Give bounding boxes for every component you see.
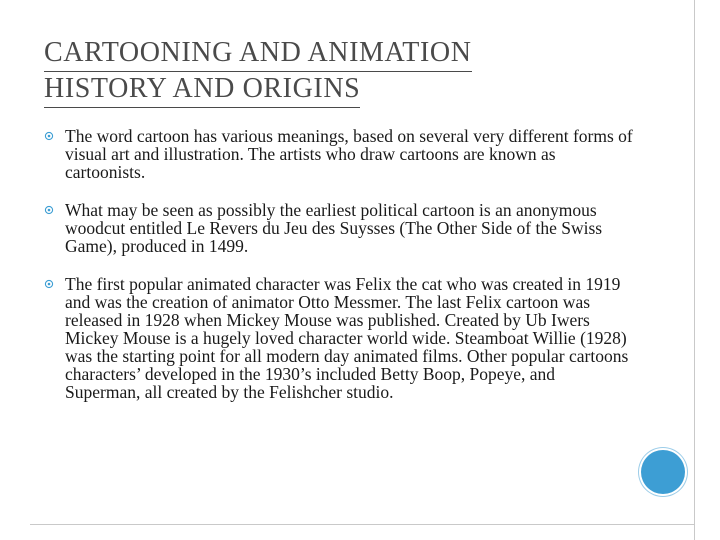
slide-title — [44, 36, 644, 108]
bullet-text-1: The word cartoon has various meanings, based on several very different forms of visual art and illustration. The artists who draw cartoons are known as cartoonists. — [65, 126, 633, 182]
bullet-icon — [44, 205, 54, 215]
bullet-list — [44, 127, 634, 421]
bullet-icon — [44, 131, 54, 141]
frame-right-line — [694, 0, 695, 540]
decorative-circle — [641, 450, 685, 494]
bullet-icon — [44, 279, 54, 289]
bullet-item-1 — [44, 127, 634, 181]
title-line-2: HISTORY AND ORIGINS — [44, 72, 360, 108]
title-line-1: CARTOONING AND ANIMATION — [44, 36, 472, 72]
bullet-text-3: The first popular animated character was Felix the cat who was created in 1919 and was the creation of animator Otto Messmer. The last Felix cartoon was released in 1928 when Mickey Mouse was published. Created by Ub Iwers Mickey Mouse is a hugely loved character world wide. Steamboat Willie (1928) was the starting point for all modern day animated films. Other popular cartoons characters’ developed in the 1930’s included Betty Boop, Popeye, and Superman, all created by the Felishcher studio. — [65, 274, 629, 402]
frame-bottom-line — [30, 524, 694, 525]
bullet-item-2 — [44, 201, 634, 255]
bullet-item-3 — [44, 275, 634, 401]
bullet-text-2: What may be seen as possibly the earliest political cartoon is an anonymous woodcut entitled Le Revers du Jeu des Suysses (The Other Side of the Swiss Game), produced in 1499. — [65, 200, 603, 256]
